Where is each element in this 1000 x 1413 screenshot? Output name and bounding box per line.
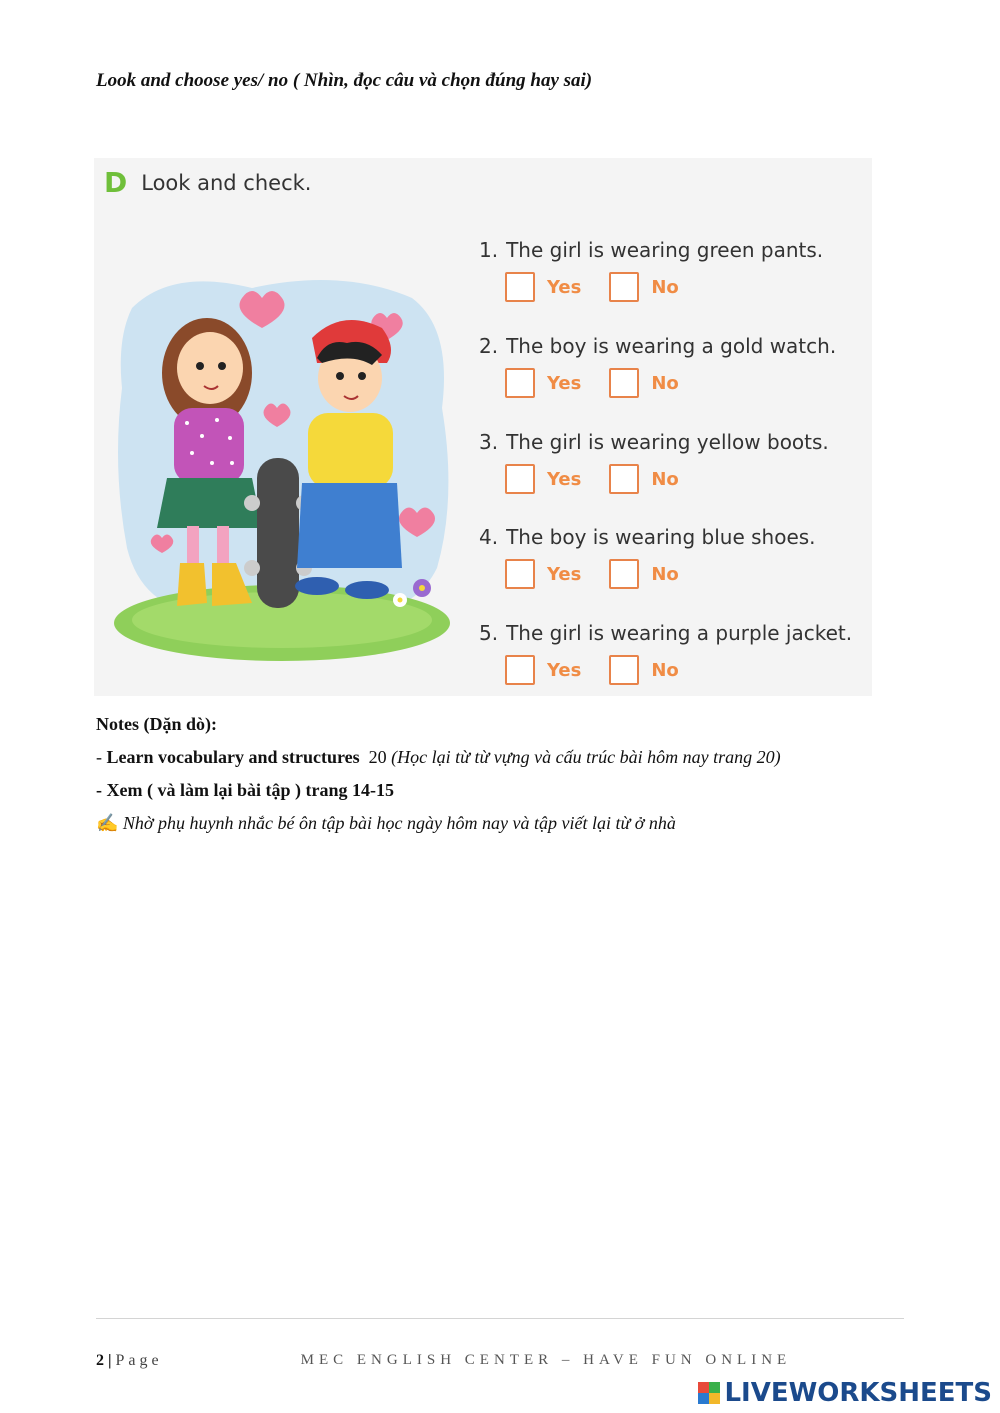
exercise-letter: D [104,166,128,199]
question-5 [479,621,853,681]
yes-label: Yes [547,372,582,394]
exercise-title: Look and check. [141,170,312,195]
no-checkbox[interactable] [609,559,639,589]
no-label: No [651,468,679,490]
no-option[interactable] [609,272,678,302]
answer-options [505,272,707,302]
notes-line-2: - Xem ( và làm lại bài tập ) trang 14-15 [96,780,394,800]
page-number: 2 | [96,1352,112,1369]
no-checkbox[interactable] [609,464,639,494]
writing-hand-icon: ✍ [96,813,119,833]
yes-label: Yes [547,276,582,298]
footer-center-text: MEC ENGLISH CENTER – HAVE FUN ONLINE [300,1352,792,1368]
no-label: No [651,276,679,298]
yes-option[interactable] [505,655,581,685]
no-label: No [651,563,679,585]
no-option[interactable] [609,368,678,398]
liveworksheets-brand[interactable] [698,1378,992,1408]
yes-option[interactable] [505,368,581,398]
notes-line-3 [96,807,781,840]
brand-text: LIVEWORKSHEETS [724,1378,992,1408]
yes-checkbox[interactable] [505,559,535,589]
question-text: The boy is wearing blue shoes. [506,525,816,549]
answer-options [505,464,707,494]
yes-label: Yes [547,468,582,490]
exercise-panel [94,158,872,696]
no-label: No [651,372,679,394]
no-label: No [651,659,679,681]
yes-option[interactable] [505,559,581,589]
answer-options [505,655,707,685]
notes-line-1 [96,741,781,774]
no-checkbox[interactable] [609,368,639,398]
children-illustration [112,268,454,668]
yes-checkbox[interactable] [505,272,535,302]
question-number: 3. [479,430,499,454]
notes-line-1-italic: (Học lại từ từ vựng và cấu trúc bài hôm nay trang 20) [391,747,781,767]
liveworksheets-logo-icon [698,1382,720,1404]
question-number: 5. [479,621,499,645]
question-text: The girl is wearing yellow boots. [506,430,829,454]
notes-line-3-italic: Nhờ phụ huynh nhắc bé ôn tập bài học ngày hôm nay và tập viết lại từ ở nhà [122,813,676,833]
notes-heading: Notes (Dặn dò): [96,714,217,734]
notes-section [96,708,781,840]
question-text: The girl is wearing a purple jacket. [506,621,853,645]
notes-line-1-bold: Learn vocabulary and structures [106,747,360,767]
question-number: 2. [479,334,499,358]
question-1 [479,238,824,298]
question-3 [479,430,829,490]
question-text: The girl is wearing green pants. [506,238,824,262]
no-option[interactable] [609,655,678,685]
question-text: The boy is wearing a gold watch. [506,334,837,358]
no-checkbox[interactable] [609,272,639,302]
question-2 [479,334,837,394]
no-checkbox[interactable] [609,655,639,685]
yes-label: Yes [547,563,582,585]
yes-option[interactable] [505,464,581,494]
answer-options [505,559,707,589]
question-number: 4. [479,525,499,549]
footer-divider [96,1318,904,1319]
yes-label: Yes [547,659,582,681]
instruction-heading: Look and choose yes/ no ( Nhìn, đọc câu và chọn đúng hay sai) [96,70,593,91]
notes-line-1-prefix: - [96,747,107,767]
notes-line-1-number: 20 [368,747,387,767]
page-word: Page [115,1352,163,1369]
no-option[interactable] [609,464,678,494]
no-option[interactable] [609,559,678,589]
yes-checkbox[interactable] [505,464,535,494]
page-footer [96,1352,904,1370]
answer-options [505,368,707,398]
question-4 [479,525,816,585]
yes-option[interactable] [505,272,581,302]
exercise-header [104,166,311,199]
question-number: 1. [479,238,499,262]
yes-checkbox[interactable] [505,368,535,398]
yes-checkbox[interactable] [505,655,535,685]
